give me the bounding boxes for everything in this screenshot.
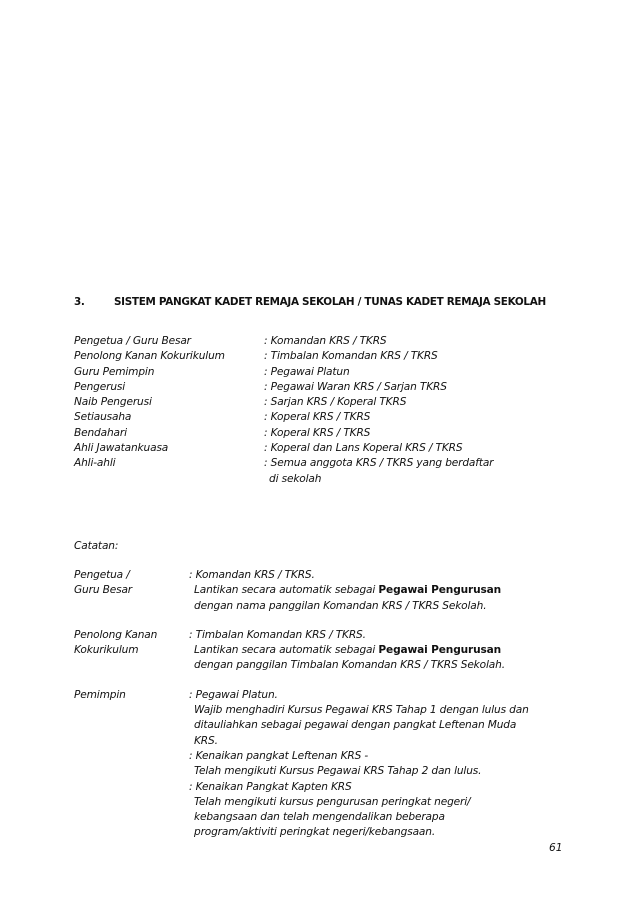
note-penolong-kanan xyxy=(74,628,574,674)
note-line: : Timbalan Komandan KRS / TKRS. xyxy=(189,628,366,641)
note-line: KRS. xyxy=(194,734,218,747)
note-line: Wajib menghadiri Kursus Pegawai KRS Tahap 1 dengan lulus dan xyxy=(194,704,529,717)
note-label-line: Pengetua / xyxy=(74,569,130,581)
role-title: Ahli Jawatankuasa xyxy=(74,442,169,455)
role-title: Ahli-ahli xyxy=(74,457,116,470)
role-rank: : Timbalan Komandan KRS / TKRS xyxy=(264,350,438,363)
role-row xyxy=(74,456,493,471)
role-row xyxy=(74,380,493,395)
section-number: 3. xyxy=(74,296,85,308)
role-title: Pengerusi xyxy=(74,380,126,393)
role-rank: : Koperal KRS / TKRS xyxy=(264,411,371,424)
note-label xyxy=(74,628,189,674)
role-title: Pengetua / Guru Besar xyxy=(74,335,191,347)
notes-label: Catatan: xyxy=(74,540,119,552)
note-bold-text: Pegawai Pengurusan xyxy=(378,644,502,657)
note-label xyxy=(74,568,189,614)
role-title: Naib Pengerusi xyxy=(74,396,152,409)
note-bold-text: Pegawai Pengurusan xyxy=(378,584,502,597)
note-line: dengan nama panggilan Komandan KRS / TKRS Sekolah. xyxy=(194,599,487,612)
section-title: SISTEM PANGKAT KADET REMAJA SEKOLAH / TUNAS KADET REMAJA SEKOLAH xyxy=(114,296,546,308)
role-row xyxy=(74,441,493,456)
role-row xyxy=(74,395,493,410)
note-label-line: Guru Besar xyxy=(74,584,133,597)
note-text: Lantikan secara automatik sebagai xyxy=(194,644,379,657)
note-pengetua xyxy=(74,568,574,614)
role-row xyxy=(74,472,493,487)
note-body xyxy=(189,628,574,674)
note-label-line: Pemimpin xyxy=(74,688,126,701)
role-rank: : Koperal dan Lans Koperal KRS / TKRS xyxy=(264,442,463,455)
note-line: : Kenaikan pangkat Leftenan KRS - xyxy=(189,749,369,762)
role-rank: : Pegawai Platun xyxy=(264,365,350,378)
note-line xyxy=(189,643,574,658)
note-line: program/aktiviti peringkat negeri/kebangsaan. xyxy=(194,826,436,839)
note-body xyxy=(189,688,574,841)
note-line: ditauliahkan sebagai pegawai dengan pangkat Leftenan Muda xyxy=(194,719,517,732)
page-number: 61 xyxy=(549,842,563,854)
role-row xyxy=(74,410,493,425)
role-rank: : Sarjan KRS / Koperal TKRS xyxy=(264,396,407,409)
note-line: dengan panggilan Timbalan Komandan KRS / TKRS Sekolah. xyxy=(194,659,505,672)
role-title: Penolong Kanan Kokurikulum xyxy=(74,350,225,363)
role-title xyxy=(74,472,264,487)
role-rank-continued: di sekolah xyxy=(269,472,322,485)
role-title: Guru Pemimpin xyxy=(74,365,155,378)
note-line: kebangsaan dan telah mengendalikan beberapa xyxy=(194,811,445,824)
role-row xyxy=(74,426,493,441)
role-title: Setiausaha xyxy=(74,411,132,424)
role-rank: : Koperal KRS / TKRS xyxy=(264,426,371,439)
note-line: : Pegawai Platun. xyxy=(189,688,278,701)
notes-section xyxy=(74,568,574,855)
note-body xyxy=(189,568,574,614)
role-title: Bendahari xyxy=(74,426,127,439)
note-pemimpin xyxy=(74,688,574,841)
note-text: Lantikan secara automatik sebagai xyxy=(194,584,379,597)
note-line: Telah mengikuti kursus pengurusan peringkat negeri/ xyxy=(194,795,471,808)
note-label-line: Kokurikulum xyxy=(74,644,139,657)
note-line: Telah mengikuti Kursus Pegawai KRS Tahap 2 dan lulus. xyxy=(194,765,482,778)
note-line xyxy=(189,583,574,598)
note-line: : Kenaikan Pangkat Kapten KRS xyxy=(189,780,352,793)
section-heading xyxy=(74,296,546,308)
role-row xyxy=(74,334,493,349)
role-rank: : Komandan KRS / TKRS xyxy=(264,335,387,347)
note-label xyxy=(74,688,189,841)
role-row xyxy=(74,349,493,364)
role-row xyxy=(74,365,493,380)
role-rank: : Semua anggota KRS / TKRS yang berdaftar xyxy=(264,457,494,470)
note-line: : Komandan KRS / TKRS. xyxy=(189,569,315,581)
role-rank: : Pegawai Waran KRS / Sarjan TKRS xyxy=(264,380,447,393)
note-label-line: Penolong Kanan xyxy=(74,628,158,641)
role-rank-list xyxy=(74,334,493,487)
